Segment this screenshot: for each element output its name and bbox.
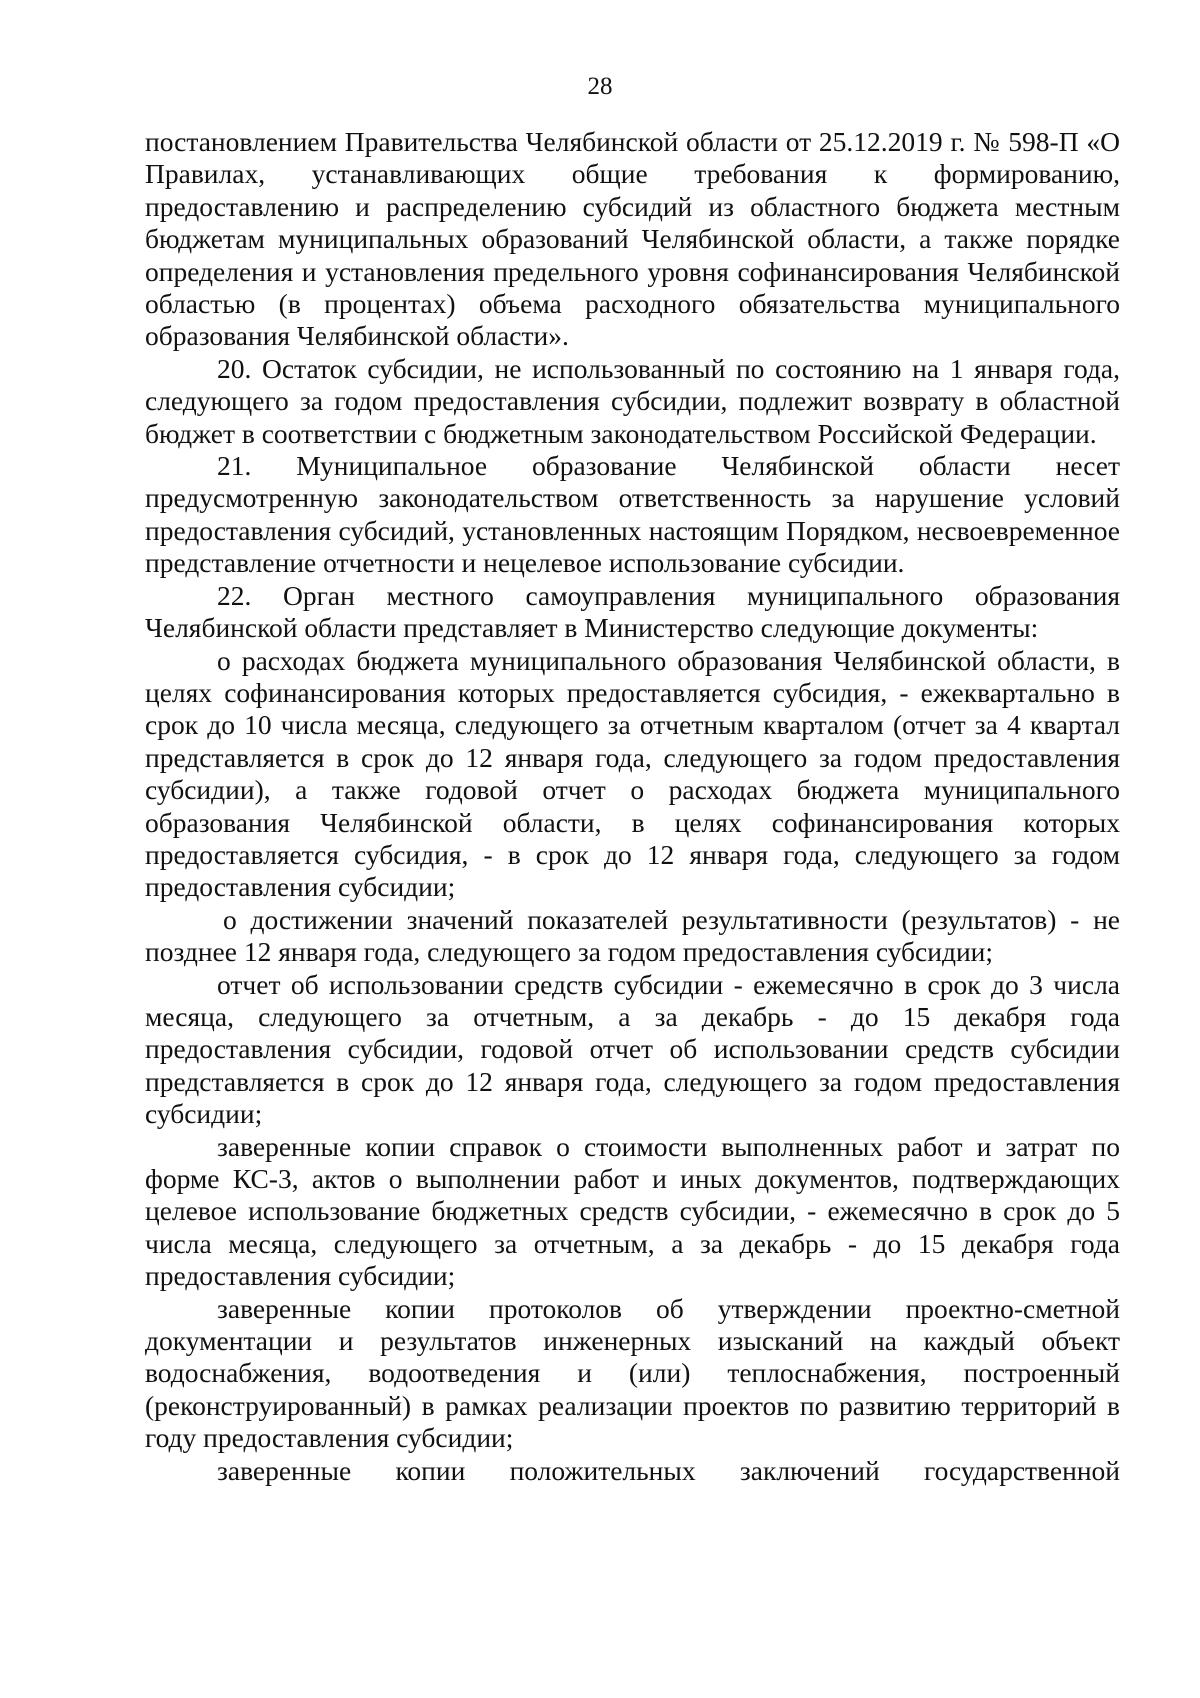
paragraph-ks3-certificates: заверенные копии справок о стоимости выполненных работ и затрат по форме КС-3, актов о выполнении работ и иных документов, подтверждающих целевое использование бюджетных средств субсидии, - ежемесячно в срок до 5 числа месяца, следующего за отчетным, а за декабрь - до 15 декабря года предоставления субсидии; [145,1130,1120,1292]
page-number: 28 [587,73,613,100]
paragraph-item-21: 21. Муниципальное образование Челябинской области несет предусмотренную законодательством ответственность за нарушение условий предоставления субсидий, установленных настоящим Порядком, несвоевременное представление отчетности и нецелевое использование субсидии. [145,450,1120,579]
paragraph-budget-expenses-report: о расходах бюджета муниципального образования Челябинской области, в целях софинансирования которых предоставляется субсидия, - ежеквартально в срок до 10 числа месяца, следующего за отчетным кварталом (отчет за 4 квартал представляется в срок до 12 января года, следующего за годом предоставления субсидии), а также годовой отчет о расходах бюджета муниципального образования Челябинской области, в целях софинансирования которых предоставляется субсидия, - в срок до 12 января года, следующего за годом предоставления субсидии; [145,644,1120,903]
paragraph-positive-conclusions: заверенные копии положительных заключений государственной [217,1454,1120,1486]
paragraph-performance-indicators: о достижении значений показателей результативности (результатов) - не позднее 12 января года, следующего за годом предоставления субсидии; [145,903,1120,968]
paragraph-subsidy-usage-report: отчет об использовании средств субсидии - ежемесячно в срок до 3 числа месяца, следующего за отчетным, а за декабрь - до 15 декабря года предоставления субсидии, годовой отчет об использовании средств субсидии представляется в срок до 12 января года, следующего за годом предоставления субсидии; [145,968,1120,1130]
paragraph-resolution-reference: постановлением Правительства Челябинской области от 25.12.2019 г. № 598-П «О Правилах, устанавливающих общие требования к формированию, предоставлению и распределению субсидий из областного бюджета местным бюджетам муниципальных образований Челябинской области, а также порядке определения и установления предельного уровня софинансирования Челябинской областью (в процентах) объема расходного обязательства муниципального образования Челябинской области». [145,126,1120,352]
paragraph-design-protocols: заверенные копии протоколов об утверждении проектно-сметной документации и результатов инженерных изысканий на каждый объект водоснабжения, водоотведения и (или) теплоснабжения, построенный (реконструированный) в рамках реализации проектов по развитию территорий в году предоставления субсидии; [145,1292,1120,1454]
paragraph-item-22: 22. Орган местного самоуправления муниципального образования Челябинской области представляет в Министерство следующие документы: [145,579,1120,644]
paragraph-item-20: 20. Остаток субсидии, не использованный по состоянию на 1 января года, следующего за годом предоставления субсидии, подлежит возврату в областной бюджет в соответствии с бюджетным законодательством Российской Федерации. [145,352,1120,449]
document-body [145,126,1120,1487]
